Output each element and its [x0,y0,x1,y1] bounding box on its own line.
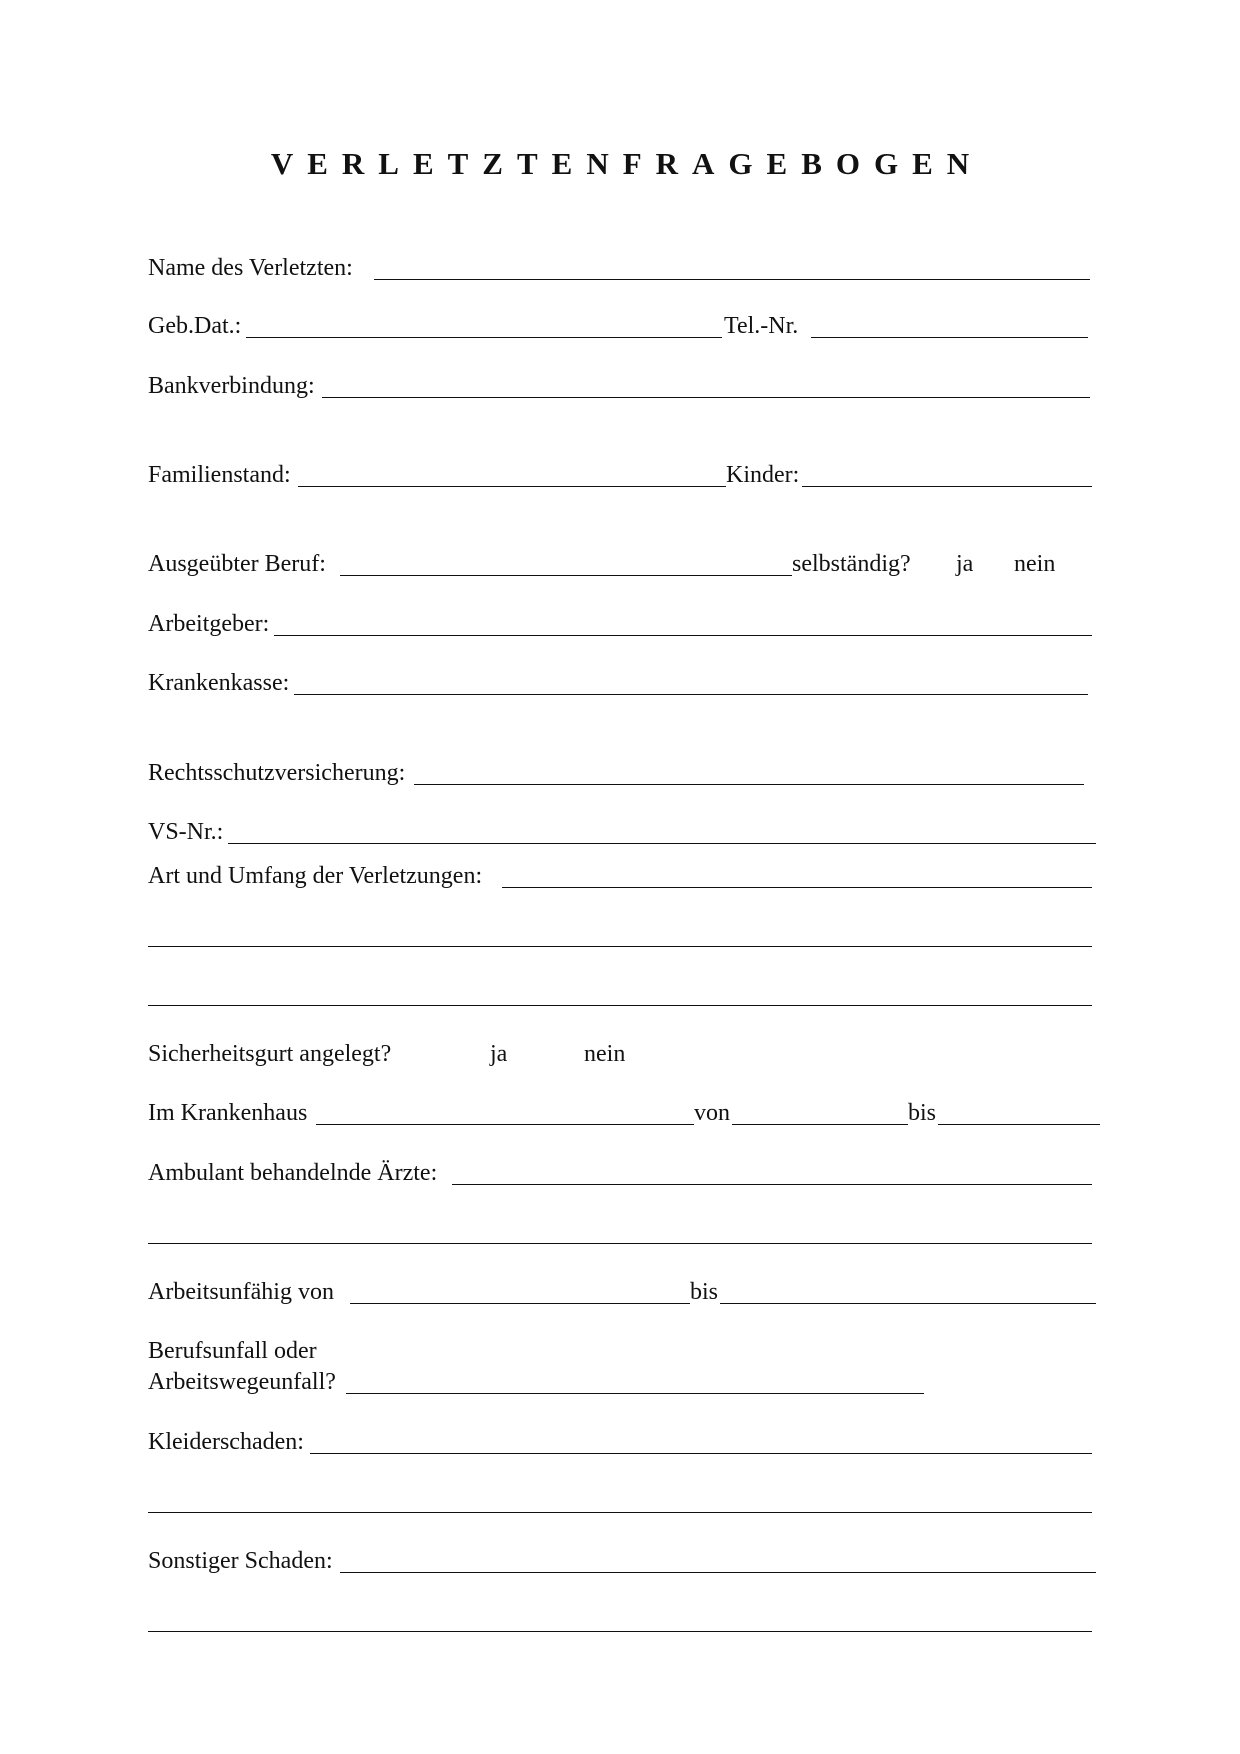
label-clothing-damage: Kleiderschaden: [148,1429,304,1455]
label-profession: Ausgeübter Beruf: [148,551,326,577]
label-birthdate: Geb.Dat.: [148,313,242,339]
label-hospital-to: bis [908,1100,937,1126]
input-line-doctors-2[interactable] [148,1243,1092,1244]
input-line-doctors[interactable] [452,1184,1092,1185]
label-marital-status: Familienstand: [148,462,291,488]
label-incapacity-to: bis [690,1279,719,1305]
option-seatbelt-yes[interactable]: ja [490,1041,508,1067]
label-injuries: Art und Umfang der Verletzungen: [148,863,483,889]
label-seatbelt: Sicherheitsgurt angelegt? [148,1041,392,1067]
label-phone: Tel.-Nr. [724,313,799,339]
input-line-legal-insurance[interactable] [414,784,1084,785]
label-legal-insurance: Rechtsschutzversicherung: [148,760,406,786]
input-line-children[interactable] [802,486,1092,487]
input-line-hospital-to[interactable] [938,1124,1100,1125]
document-title: VERLETZTENFRAGEBOGEN [270,146,984,181]
input-line-work-accident[interactable] [346,1393,924,1394]
input-line-profession[interactable] [340,575,792,576]
input-line-birthdate[interactable] [246,337,722,338]
input-line-incapacity-to[interactable] [720,1303,1096,1304]
input-line-employer[interactable] [274,635,1092,636]
input-line-clothing-damage-2[interactable] [148,1512,1092,1513]
label-other-damage: Sonstiger Schaden: [148,1548,333,1574]
input-line-name[interactable] [374,279,1090,280]
label-doctors: Ambulant behandelnde Ärzte: [148,1160,438,1186]
input-line-other-damage[interactable] [340,1572,1096,1573]
label-hospital: Im Krankenhaus [148,1100,308,1126]
input-line-phone[interactable] [811,337,1088,338]
label-hospital-from: von [694,1100,730,1126]
label-self-employed: selbständig? [792,551,911,577]
input-line-other-damage-2[interactable] [148,1631,1092,1632]
option-seatbelt-no[interactable]: nein [584,1041,626,1067]
input-line-hospital-from[interactable] [732,1124,908,1125]
input-line-bank[interactable] [322,397,1090,398]
label-policy-number: VS-Nr.: [148,819,224,845]
label-incapacity-from: Arbeitsunfähig von [148,1279,334,1305]
label-name: Name des Verletzten: [148,255,353,281]
label-children: Kinder: [726,462,800,488]
label-work-accident-line2: Arbeitswegeunfall? [148,1369,336,1395]
input-line-injuries-2[interactable] [148,946,1092,947]
input-line-injuries-3[interactable] [148,1005,1092,1006]
input-line-clothing-damage[interactable] [310,1453,1092,1454]
input-line-marital-status[interactable] [298,486,726,487]
input-line-policy-number[interactable] [228,843,1096,844]
option-self-employed-no[interactable]: nein [1014,551,1056,577]
input-line-hospital[interactable] [316,1124,694,1125]
label-bank: Bankverbindung: [148,373,315,399]
label-work-accident-line1: Berufsunfall oder [148,1338,317,1364]
label-employer: Arbeitgeber: [148,611,270,637]
input-line-health-insurance[interactable] [294,694,1088,695]
input-line-injuries[interactable] [502,887,1092,888]
option-self-employed-yes[interactable]: ja [956,551,974,577]
input-line-incapacity-from[interactable] [350,1303,690,1304]
label-health-insurance: Krankenkasse: [148,670,290,696]
